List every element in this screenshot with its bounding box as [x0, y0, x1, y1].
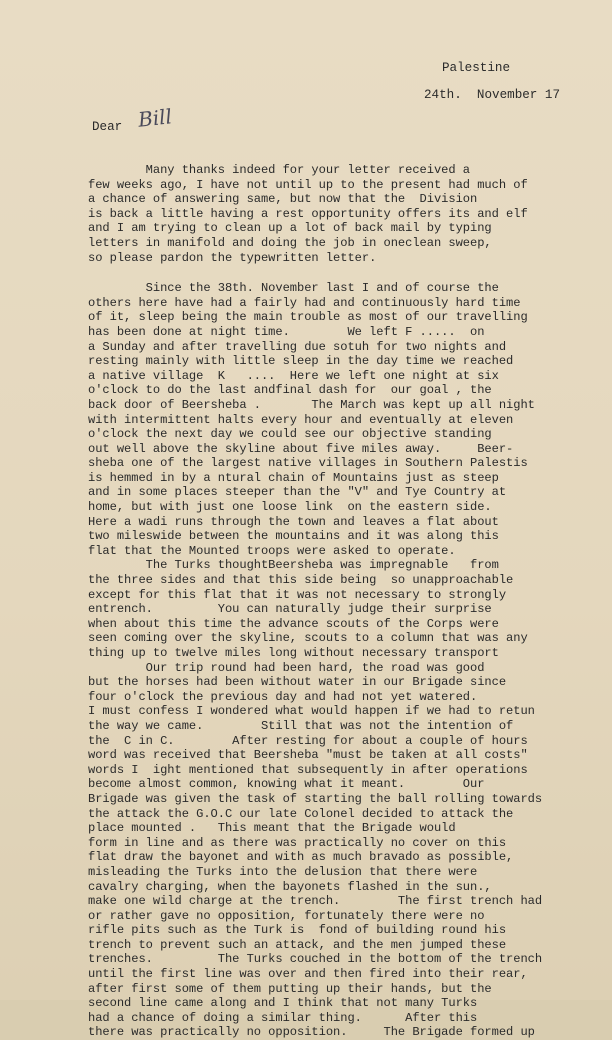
- text-line: few weeks ago, I have not until up to the present had much of: [88, 177, 528, 192]
- text-line: the C in C. After resting for about a couple of hours: [88, 733, 528, 748]
- text-line: rifle pits such as the Turk is fond of building round his: [88, 923, 507, 938]
- text-line: Many thanks indeed for your letter received a: [88, 163, 470, 177]
- text-line: trench to prevent such an attack, and the men jumped these: [88, 937, 507, 952]
- text-line: Since the 38th. November last I and of course the: [88, 281, 499, 296]
- text-line: place mounted . This meant that the Brigade would: [88, 821, 456, 836]
- text-line: but the horses had been without water in our Brigade since: [88, 675, 507, 690]
- text-line: back door of Beersheba . The March was kept up all night: [88, 397, 535, 412]
- text-line: flat that the Mounted troops were asked to operate.: [88, 543, 456, 558]
- text-line: o'clock to do the last andfinal dash for our goal , the: [88, 383, 492, 398]
- text-line: resting mainly with little sleep in the day time we reached: [88, 354, 514, 369]
- text-line: thing up to twelve miles long without necessary transport: [88, 646, 499, 660]
- text-line: has been done at night time. We left F ..... on: [88, 324, 485, 339]
- text-line: Our trip round had been hard, the road was good: [88, 660, 485, 675]
- text-line: there was practically no opposition. The Brigade formed up: [88, 1025, 535, 1040]
- text-line: four o'clock the previous day and had not yet watered.: [88, 689, 478, 704]
- text-line: become almost common, knowing what it meant. Our: [88, 777, 485, 792]
- text-line: Here a wadi runs through the town and leaves a flat about: [88, 514, 499, 529]
- letter-body: [88, 163, 578, 1040]
- text-line: after first some of them putting up their hands, but the: [88, 981, 492, 996]
- text-line: a Sunday and after travelling due sotuh for two nights and: [88, 339, 507, 354]
- text-line: I must confess I wondered what would happen if we had to retun: [88, 704, 535, 719]
- text-line: sheba one of the largest native villages in Southern Palestis: [88, 456, 528, 471]
- text-line: with intermittent halts every hour and eventually at eleven: [88, 412, 514, 427]
- text-line: flat draw the bayonet and with as much bravado as possible,: [88, 850, 514, 865]
- text-line: home, but with just one loose link on the eastern side.: [88, 500, 492, 515]
- text-line: so please pardon the typewritten letter.: [88, 250, 377, 265]
- text-line: two mileswide between the mountains and it was along this: [88, 529, 499, 544]
- text-line: until the first line was over and then fired into their rear,: [88, 967, 528, 982]
- text-line: misleading the Turks into the delusion that there were: [88, 864, 478, 879]
- text-line: o'clock the next day we could see our objective standing: [88, 427, 492, 442]
- text-line: the attack the G.O.C our late Colonel decided to attack the: [88, 806, 514, 821]
- text-line: is hemmed in by a ntural chain of Mountains just as steep: [88, 470, 499, 485]
- text-line: out well above the skyline about five miles away. Beer-: [88, 441, 514, 456]
- text-line: trenches. The Turks couched in the bottom of the trench: [88, 952, 543, 967]
- text-line: The Turks thoughtBeersheba was impregnable from: [88, 558, 499, 573]
- text-line: second line came along and I think that not many Turks: [88, 996, 478, 1011]
- text-line: a chance of answering same, but now that the Division: [88, 192, 478, 207]
- text-line: word was received that Beersheba "must be taken at all costs": [88, 748, 528, 763]
- text-line: of it, sleep being the main trouble as most of our travelling: [88, 310, 528, 325]
- letter-date: 24th. November 17: [424, 88, 561, 102]
- text-line: had a chance of doing a similar thing. After this: [88, 1010, 478, 1025]
- text-line: the three sides and that this side being so unapproachable: [88, 573, 514, 588]
- text-line: when about this time the advance scouts of the Corps were: [88, 616, 499, 631]
- text-line: letters in manifold and doing the job in oneclean sweep,: [88, 235, 492, 250]
- text-line: others here have had a fairly had and continuously hard time: [88, 295, 521, 310]
- salutation: Dear: [92, 120, 123, 134]
- text-line: entrench. You can naturally judge their surprise: [88, 602, 492, 617]
- text-line: or rather gave no opposition, fortunately there were no: [88, 908, 485, 923]
- text-line: and in some places steeper than the "V" and Tye Country at: [88, 485, 507, 500]
- letter-place: Palestine: [442, 61, 511, 75]
- paragraph-gap: [88, 265, 578, 281]
- text-line: except for this flat that it was not necessary to strongly: [88, 587, 507, 602]
- text-line: is back a little having a rest opportunity offers its and elf: [88, 206, 528, 221]
- text-line: make one wild charge at the trench. The first trench had: [88, 894, 543, 909]
- text-line: seen coming over the skyline, scouts to a column that was any: [88, 631, 528, 646]
- salutation-handwritten-name: Bill: [136, 104, 174, 132]
- text-line: cavalry charging, when the bayonets flashed in the sun.,: [88, 879, 492, 894]
- text-line: Brigade was given the task of starting the ball rolling towards: [88, 791, 543, 806]
- text-line: and I am trying to clean up a lot of back mail by typing: [88, 221, 492, 236]
- text-line: a native village K .... Here we left one night at six: [88, 368, 499, 383]
- text-line: words I ight mentioned that subsequently in after operations: [88, 762, 528, 777]
- text-line: form in line and as there was practically no cover on this: [88, 835, 507, 850]
- text-line: the way we came. Still that was not the intention of: [88, 718, 514, 733]
